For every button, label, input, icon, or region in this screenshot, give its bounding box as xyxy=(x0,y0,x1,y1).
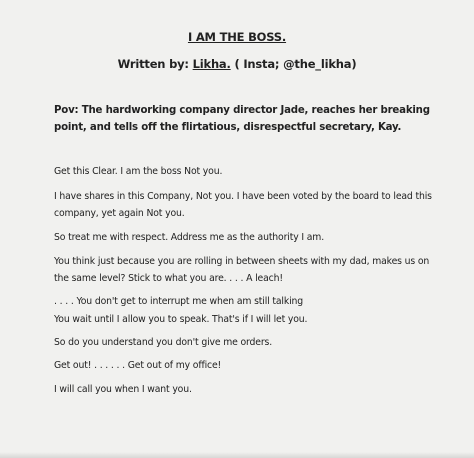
document-title xyxy=(0,30,474,44)
byline xyxy=(0,57,474,71)
dialogue-line: I will call you when I want you. xyxy=(54,384,192,395)
document-title-text: I AM THE BOSS. xyxy=(187,30,287,44)
dialogue-line: I have shares in this Company, Not you. I have been voted by the board to lead this company, yet again Not you. xyxy=(54,191,432,219)
page-bottom-edge xyxy=(0,452,474,458)
pov-paragraph: Pov: The hardworking company director Jade, reaches her breaking point, and tells off the flirtatious, disrespectful secretary, Kay. xyxy=(54,105,430,133)
dialogue-line: So do you understand you don't give me orders. xyxy=(54,337,273,348)
dialogue-line: Get out! . . . . . . Get out of my office! xyxy=(54,360,222,371)
dialogue-line: . . . . You don't get to interrupt me when am still talking xyxy=(54,296,304,307)
byline-author: Likha. xyxy=(192,57,231,71)
byline-handle: ( Insta; @the_likha) xyxy=(230,57,357,71)
dialogue-line: You wait until I allow you to speak. That's if I will let you. xyxy=(54,314,308,325)
dialogue-line: You think just because you are rolling in between sheets with my dad, makes us on the same level? Stick to what you are. . . . A leach! xyxy=(54,256,430,284)
byline-prefix: Written by: xyxy=(117,57,193,71)
dialogue-line: So treat me with respect. Address me as the authority I am. xyxy=(54,232,325,243)
dialogue-line: Get this Clear. I am the boss Not you. xyxy=(54,166,223,177)
